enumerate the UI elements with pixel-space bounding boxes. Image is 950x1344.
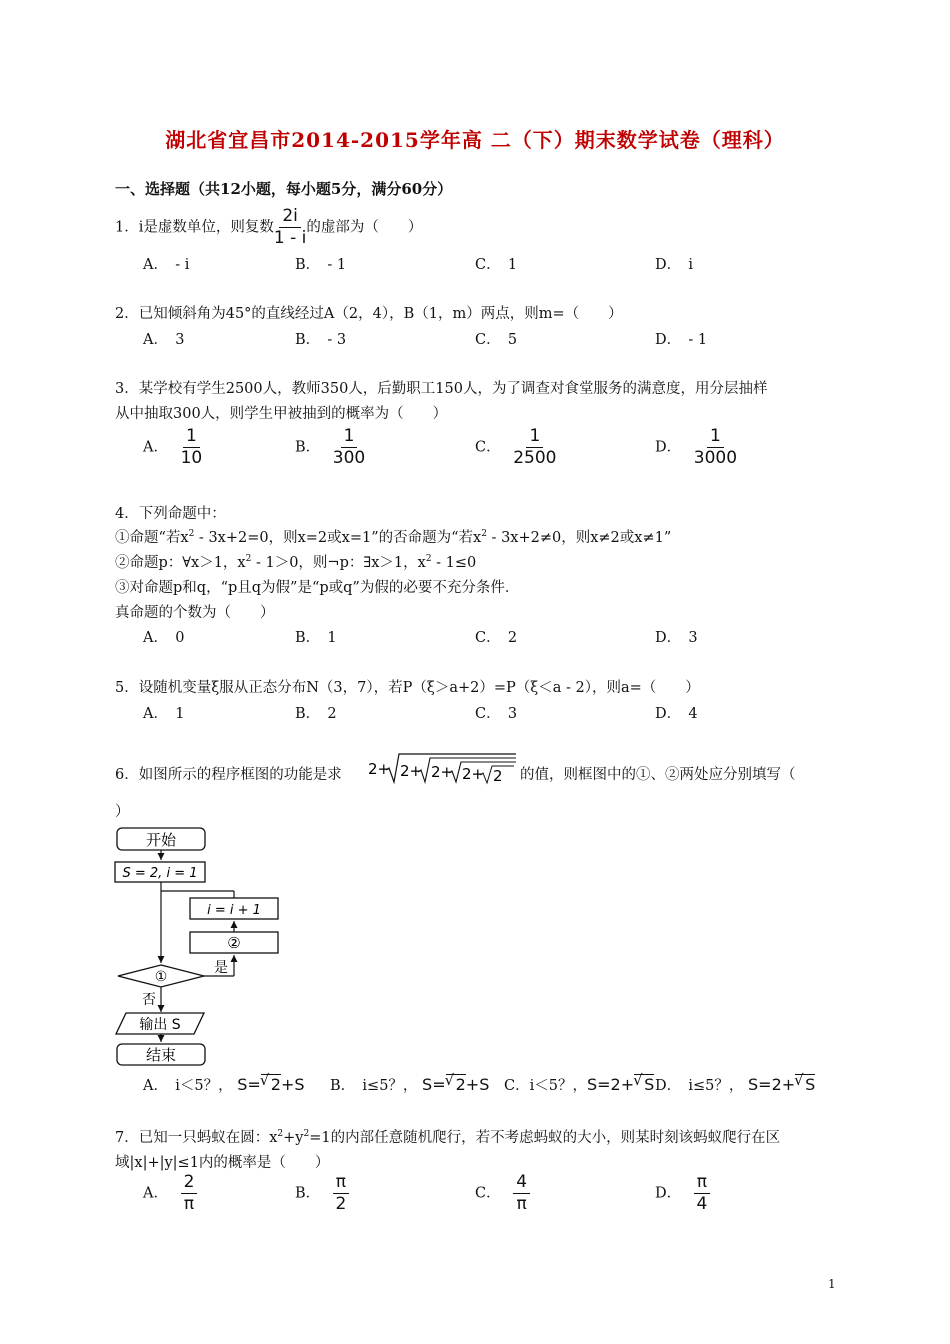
text-part: - 3x+2=0，则x=2或x=1”的否命题为“若x	[194, 530, 482, 546]
q1-prefix: 1．i是虚数单位，则复数	[115, 219, 274, 236]
option-expr: S=2+	[748, 1075, 796, 1094]
option-label: D．	[655, 1185, 682, 1202]
frac-den: 3000	[693, 448, 738, 468]
option-label: D．	[655, 439, 682, 456]
q3-c-fraction	[513, 428, 556, 467]
frac-num: 1	[183, 428, 200, 448]
q1-suffix: 的虚部为（ ）	[306, 219, 423, 236]
frac-den: π	[183, 1194, 195, 1214]
q5-option-b[interactable]: B． 2	[295, 706, 337, 722]
q3-option-d[interactable]	[655, 428, 737, 467]
superscript: 2	[425, 554, 432, 565]
q7-b-fraction	[333, 1174, 349, 1213]
q4-option-c[interactable]: C． 2	[475, 630, 518, 646]
expr-two: 2+	[400, 762, 423, 780]
q7-option-d[interactable]	[655, 1174, 710, 1213]
option-cond: i＜5？，	[175, 1078, 233, 1094]
q6-option-b[interactable]	[330, 1071, 490, 1095]
page-title: 湖北省宜昌市2014-2015学年高 二（下）期末数学试卷（理科）	[165, 128, 785, 152]
frac-num: π	[333, 1174, 349, 1194]
q3-d-fraction	[694, 428, 737, 467]
frac-num: 4	[513, 1174, 530, 1194]
q1-option-c[interactable]: C． 1	[475, 257, 518, 273]
question-4-line2	[115, 526, 671, 547]
superscript: 2	[277, 1129, 284, 1140]
output-label: 输出 S	[139, 1017, 181, 1033]
expr-two: 2+	[462, 765, 485, 783]
frac-den: 4	[696, 1194, 708, 1214]
text-part: ①命题“若x	[115, 530, 189, 546]
option-expr: S=	[422, 1075, 446, 1094]
step-2-label: ②	[227, 934, 241, 952]
increment-label: i = i + 1	[207, 903, 261, 918]
question-3-line2: 从中抽取300人，则学生甲被抽到的概率为（ ）	[115, 406, 448, 422]
q3-option-a[interactable]	[143, 428, 202, 467]
option-label: A．	[143, 1078, 161, 1094]
q2-option-c[interactable]: C． 5	[475, 332, 518, 348]
q7-c-fraction	[513, 1174, 530, 1213]
q7-d-fraction	[694, 1174, 710, 1213]
q3-option-c[interactable]	[475, 428, 556, 467]
frac-num: 2	[181, 1174, 198, 1194]
text-part: - 1＞0，则¬p：∃x＞1，x	[251, 555, 426, 571]
section-heading: 一、选择题（共12小题，每小题5分，满分60分）	[115, 180, 453, 198]
frac-den: π	[516, 1194, 527, 1214]
sqrt-radicand: √ 2	[259, 1071, 281, 1094]
option-expr: S=2+	[586, 1075, 635, 1094]
question-1	[115, 208, 422, 247]
q7-option-c[interactable]	[475, 1174, 530, 1213]
option-label: D．	[655, 1078, 674, 1094]
q1-option-a[interactable]: A． - i	[143, 257, 190, 273]
frac-den: 10	[180, 448, 203, 468]
q5-option-d[interactable]: D． 4	[655, 706, 698, 722]
q3-a-fraction	[181, 428, 203, 467]
option-tail: +S	[280, 1075, 305, 1094]
frac-den: 2500	[513, 448, 557, 468]
svg-text:2: 2	[493, 767, 503, 785]
sqrt-radicand: √ S	[633, 1071, 655, 1094]
option-tail: +S	[465, 1075, 490, 1094]
q6-option-d[interactable]	[655, 1071, 816, 1095]
q5-option-c[interactable]: C． 3	[475, 706, 518, 722]
text-part: +y	[283, 1130, 304, 1146]
q1-frac-den: 1 - i	[273, 228, 307, 248]
q4-option-d[interactable]: D． 3	[655, 630, 698, 646]
radicand: S	[644, 1075, 655, 1094]
q3-option-b[interactable]	[295, 428, 365, 467]
expr-two: 2+	[368, 760, 391, 778]
option-label: B．	[295, 1185, 321, 1202]
q2-option-a[interactable]: A． 3	[143, 332, 185, 348]
q7-a-fraction	[181, 1174, 198, 1213]
frac-num: 1	[707, 428, 724, 448]
question-5: 5．设随机变量ξ服从正态分布N（3，7），若P（ξ＞a+2）=P（ξ＜a - 2），则a=（ ）	[115, 680, 700, 696]
text-part: - 1≤0	[431, 555, 477, 571]
question-4-line5: 真命题的个数为（ ）	[115, 605, 275, 621]
superscript: 2	[481, 529, 487, 540]
condition-label: ①	[154, 969, 168, 985]
question-4-line4: ③对命题p和q，“p且q为假”是“p或q”为假的必要不充分条件．	[115, 580, 520, 596]
text-part: =1的内部任意随机爬行，若不考虑蚂蚁的大小，则某时刻该蚂蚁爬行在区	[309, 1130, 781, 1146]
radicand: 2	[270, 1075, 281, 1094]
sqrt-radicand: √ 2	[444, 1071, 466, 1094]
frac-den: 300	[332, 448, 366, 468]
q6-option-a[interactable]	[143, 1071, 305, 1095]
frac-num: 1	[526, 428, 543, 448]
question-3-line1: 3．某学校有学生2500人，教师350人，后勤职工150人，为了调查对食堂服务的满意度，用分层抽样	[115, 381, 768, 397]
end-label: 结束	[145, 1046, 177, 1064]
q1-option-d[interactable]: D． i	[655, 257, 694, 273]
expr-two: 2+	[431, 763, 454, 781]
question-4-line3	[115, 551, 476, 572]
option-cond: i≤5？，	[688, 1078, 744, 1094]
q1-frac-num: 2i	[279, 208, 301, 228]
question-4-line1: 4．下列命题中：	[115, 506, 226, 522]
question-2: 2．已知倾斜角为45°的直线经过A（2，4），B（1，m）两点，则m=（ ）	[115, 306, 623, 322]
option-label: A．	[143, 439, 168, 456]
option-cond: i≤5？，	[362, 1078, 418, 1094]
text-part: ②命题p：∀x＞1，x	[115, 555, 246, 571]
nested-radical-expression	[368, 752, 518, 786]
q7-option-b[interactable]	[295, 1174, 349, 1213]
option-label: C．	[504, 1078, 530, 1094]
q2-option-b[interactable]: B． - 3	[295, 332, 347, 348]
option-label: C．	[475, 1185, 501, 1202]
q6-option-c[interactable]	[504, 1071, 655, 1095]
question-6-prefix: 6．如图所示的程序框图的功能是求	[115, 767, 342, 783]
option-expr: S=	[237, 1075, 261, 1094]
radicand: 2	[455, 1075, 466, 1094]
q1-option-b[interactable]: B． - 1	[295, 257, 347, 273]
question-6-suffix: 的值，则框图中的①、②两处应分别填写（	[520, 767, 796, 783]
q2-option-d[interactable]: D． - 1	[655, 332, 708, 348]
frac-den: 2	[335, 1194, 347, 1214]
option-label: A．	[143, 1185, 168, 1202]
question-7-line2: 域|x|+|y|≤1内的概率是（ ）	[115, 1155, 330, 1171]
text-part: - 3x+2≠0，则x≠2或x≠1”	[486, 530, 672, 546]
no-label: 否	[142, 992, 156, 1008]
frac-num: π	[694, 1174, 710, 1194]
question-6-close: ）	[115, 804, 130, 820]
superscript: 2	[303, 1129, 310, 1140]
q5-option-a[interactable]: A． 1	[143, 706, 185, 722]
q4-option-b[interactable]: B． 1	[295, 630, 337, 646]
init-label: S = 2, i = 1	[122, 866, 198, 881]
question-7-line1	[115, 1126, 780, 1147]
program-flowchart	[100, 820, 300, 1070]
option-label: B．	[295, 439, 321, 456]
superscript: 2	[188, 529, 195, 540]
option-label: B．	[330, 1078, 348, 1094]
frac-num: 1	[341, 428, 358, 448]
q3-b-fraction	[333, 428, 365, 467]
yes-label: 是	[214, 960, 228, 976]
q1-fraction	[274, 208, 306, 247]
start-label: 开始	[145, 831, 177, 849]
radicand: S	[805, 1075, 816, 1094]
q7-option-a[interactable]	[143, 1174, 197, 1213]
superscript: 2	[245, 554, 252, 565]
text-part: 7．已知一只蚂蚁在圆：x	[115, 1130, 278, 1146]
option-cond: i＜5？，	[529, 1078, 587, 1094]
page-number: 1	[828, 1277, 836, 1291]
q4-option-a[interactable]: A． 0	[143, 630, 185, 646]
sqrt-radicand: √ S	[794, 1071, 816, 1094]
option-label: C．	[475, 439, 501, 456]
